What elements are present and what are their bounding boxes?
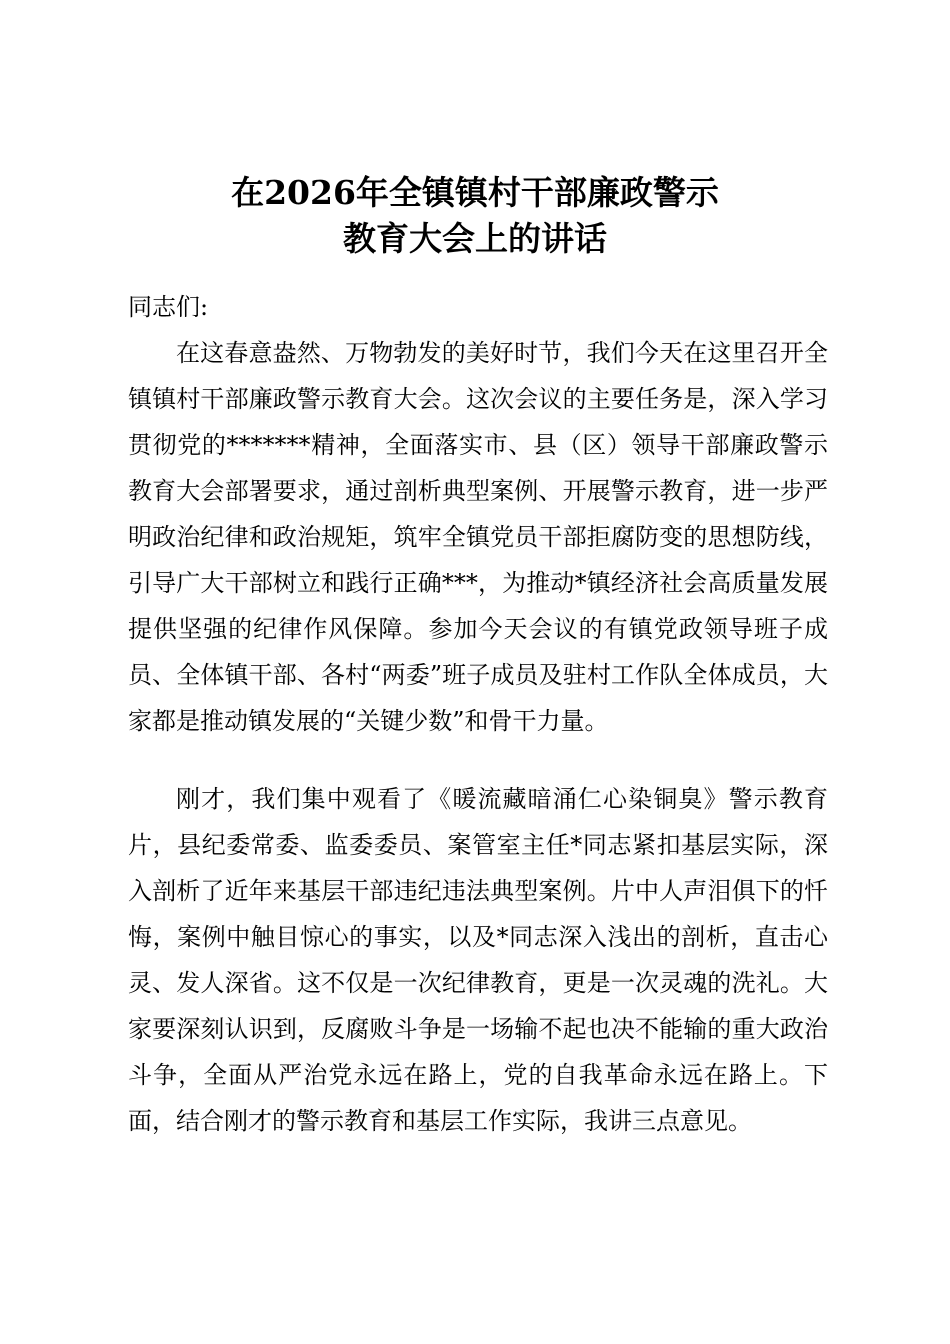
document-title-line-2: 教育大会上的讲话 [343,219,607,258]
salutation: 同志们: [128,293,209,321]
paragraph-1: 在这春意盎然、万物勃发的美好时节，我们今天在这里召开全镇镇村干部廉政警示教育大会。这次会议的主要任务是，深入学习贯彻党的*******精神，全面落实市、县（区）领导干部廉政警示教育大会部署要求，通过剖析典型案例、开展警示教育，进一步严明政治纪律和政治规矩，筑牢全镇党员干部拒腐防变的思想防线，引导广大干部树立和践行正确***，为推动*镇经济社会高质量发展提供坚强的纪律作风保障。参加今天会议的有镇党政领导班子成员、全体镇干部、各村“两委”班子成员及驻村工作队全体成员，大家都是推动镇发展的“关键少数”和骨干力量。 [128,339,828,735]
document-title-line-1: 在2026年全镇镇村干部廉政警示 [231,173,719,212]
paragraph-2: 刚才，我们集中观看了《暖流藏暗涌仁心染铜臭》警示教育片，县纪委常委、监委委员、案管室主任*同志紧扣基层实际，深入剖析了近年来基层干部违纪违法典型案例。片中人声泪俱下的忏悔，案例中触目惊心的事实，以及*同志深入浅出的剖析，直击心灵、发人深省。这不仅是一次纪律教育，更是一次灵魂的洗礼。大家要深刻认识到，反腐败斗争是一场输不起也决不能输的重大政治斗争，全面从严治党永远在路上，党的自我革命永远在路上。下面，结合刚才的警示教育和基层工作实际，我讲三点意见。 [128,785,828,1135]
